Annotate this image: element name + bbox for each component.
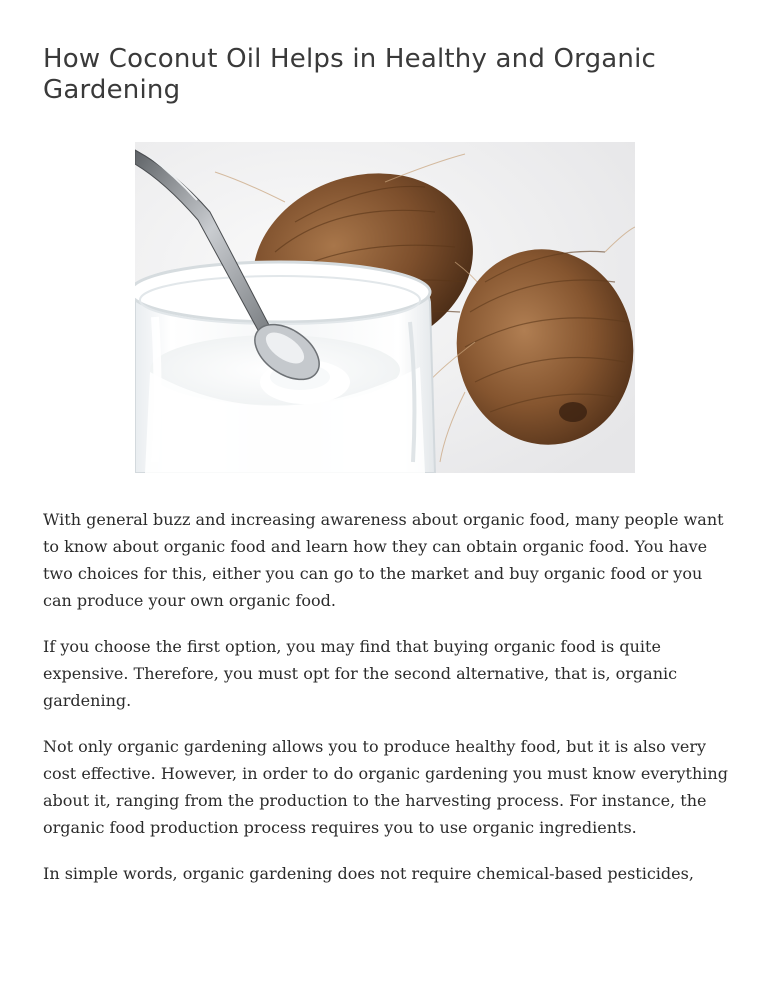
paragraph: If you choose the first option, you may find that buying organic food is quite expensive. Therefore, you must opt for the second alternative, that is, organic gardening. (43, 637, 678, 710)
paragraph: Not only organic gardening allows you to produce healthy food, but it is also very cost effective. However, in order to do organic gardening you must know everything about it, ranging from the production to the harvesting process. For instance, the organic food production process requires you to use organic ingredients. (43, 737, 728, 837)
page-title: How Coconut Oil Helps in Healthy and Organic Gardening (43, 44, 657, 105)
paragraph: In simple words, organic gardening does not require chemical-based pesticides, (43, 864, 694, 883)
paragraph: With general buzz and increasing awareness about organic food, many people want to know about organic food and learn how they can obtain organic food. You have two choices for this, either you can go to the market and buy organic food or you can produce your own organic food. (43, 510, 724, 610)
article-body (43, 506, 733, 906)
coconut-oil-photo (135, 142, 635, 473)
